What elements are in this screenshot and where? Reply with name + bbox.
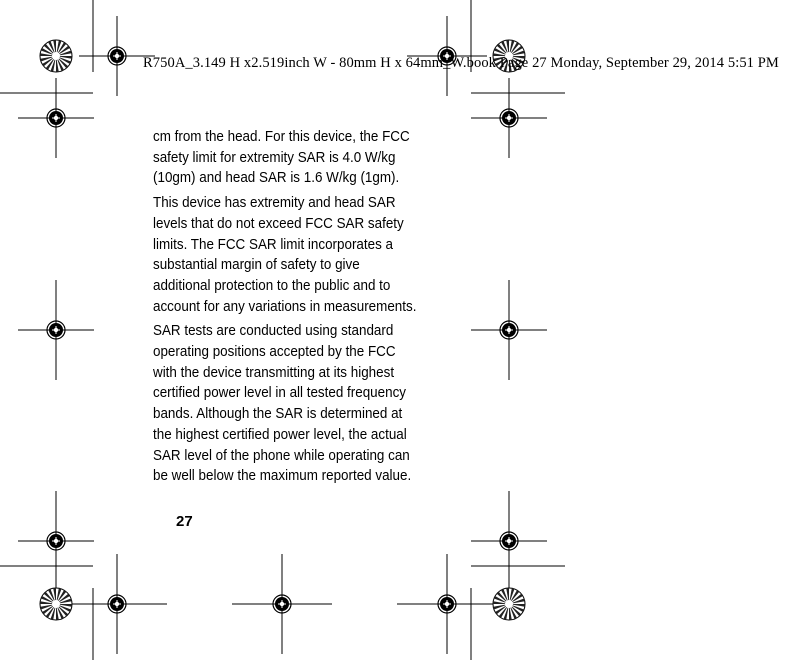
registration-mark-left-bottom: [18, 491, 94, 591]
registration-mark-bottom-right: [397, 554, 497, 654]
star-target-top-left: [40, 40, 72, 72]
registration-mark-bottom-left: [67, 554, 167, 654]
registration-mark-right-top: [471, 78, 547, 158]
registration-mark-right-bottom: [471, 491, 547, 591]
registration-mark-right-middle: [471, 280, 547, 380]
registration-mark-left-top: [18, 78, 94, 158]
paragraph-2: This device has extremity and head SAR levels that do not exceed FCC SAR safety limits. The FCC SAR limit incorporates a substantial margin of safety to give additional protection to the public and to account for any variations in measurements.: [153, 195, 417, 315]
paragraph-3: SAR tests are conducted using standard operating positions accepted by the FCC with the device transmitting at its highest certified power level in all tested frequency bands. Although the SAR is determined at the highest certified power level, the actual SAR level of the phone while operating can be well below the maximum reported value.: [153, 323, 412, 485]
print-slug-line: R750A_3.149 H x2.519inch W - 80mm H x 64mm_W.book Page 27 Monday, September 29, 2014 5:51 PM: [143, 55, 779, 71]
registration-mark-bottom-center: [232, 554, 332, 654]
body-text: [153, 127, 420, 491]
star-target-bottom-right: [493, 588, 525, 620]
paragraph-1: cm from the head. For this device, the FCC safety limit for extremity SAR is 4.0 W/kg (10gm) and head SAR is 1.6 W/kg (1gm).: [153, 129, 410, 187]
star-target-bottom-left: [40, 588, 72, 620]
page-number: 27: [176, 513, 193, 530]
registration-mark-left-middle: [18, 280, 94, 380]
